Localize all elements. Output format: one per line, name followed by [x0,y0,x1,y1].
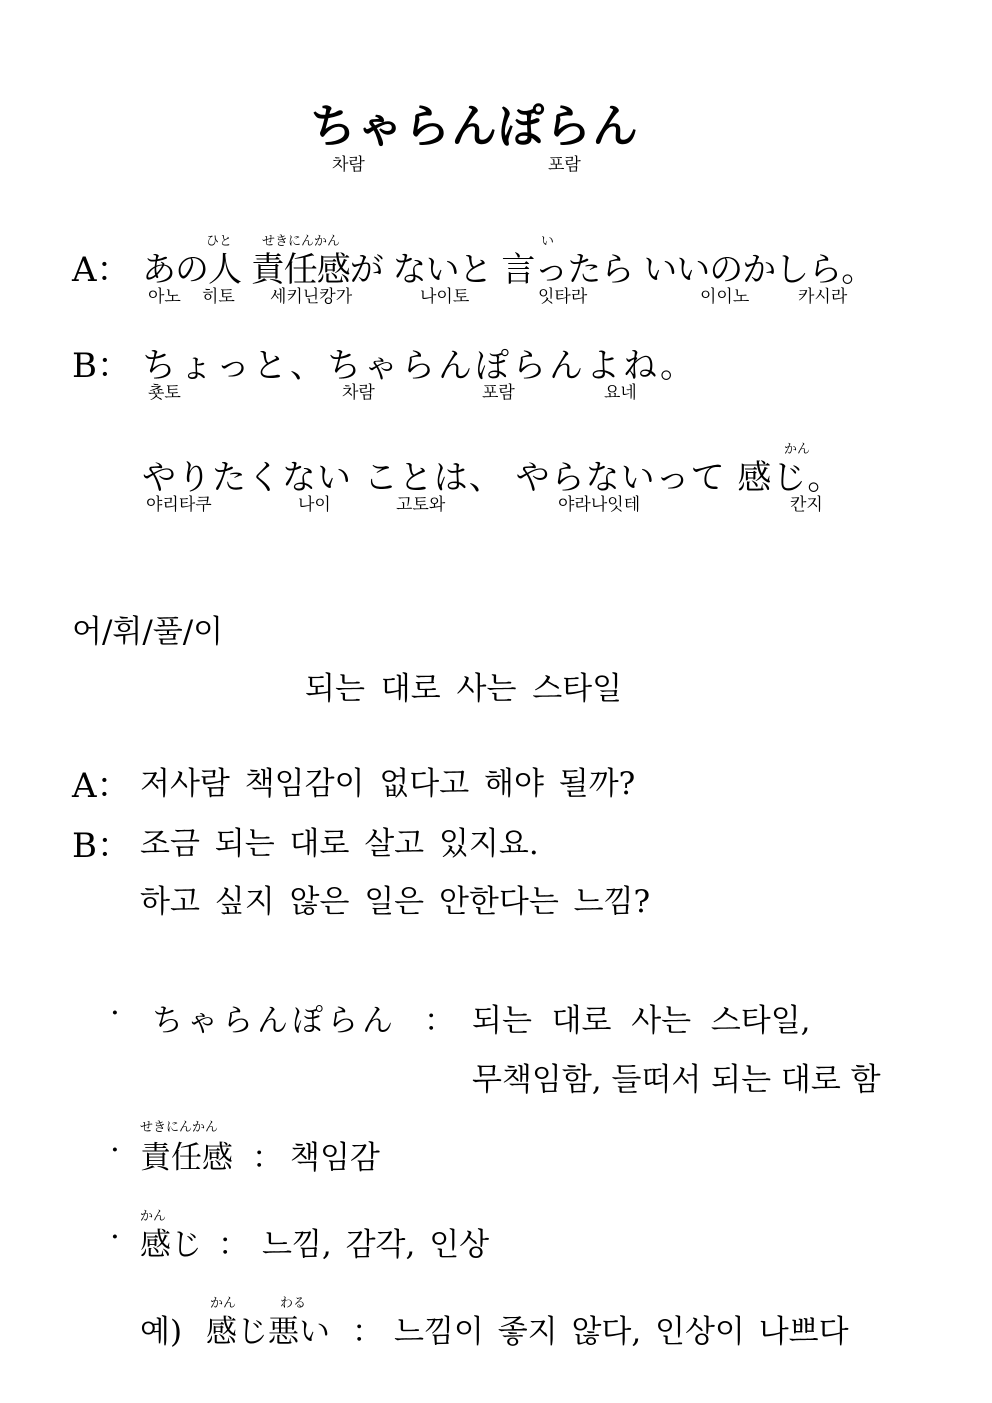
reading: 차람 [342,383,375,403]
ruby-waru: わる [280,1296,307,1311]
reading: 칸지 [790,495,823,515]
vocab-meaning: 되는 대로 사는 스타일 [305,671,623,707]
glossary-term-3: 感じ [140,1227,202,1263]
reading: 요네 [604,383,637,403]
ruby-sekininkan-2: せきにんかん [140,1120,219,1135]
ruby-hito: ひと [206,234,233,249]
reading: 고토와 [396,495,446,515]
reading: 잇타라 [538,287,588,307]
reading: 포람 [482,383,515,403]
dialogue-a-line: あの人 責任感が ないと 言ったら いいのかしら。 [142,250,875,290]
ruby-kan-3: かん [210,1296,237,1311]
dialogue-b-line2: やりたくない ことは、 やらないって 感じ。 [142,458,843,498]
glossary-term-1: ちゃらんぽらん [152,1003,397,1039]
speaker-b-label: B： [72,346,131,386]
title-reading-2: 포람 [548,155,581,175]
glossary-colon: ： [352,1314,383,1350]
bullet: · [110,1219,120,1255]
reading: 나이토 [420,287,470,307]
glossary-def-3: 느낌, 감각, 인상 [262,1227,490,1263]
glossary-colon: ： [424,1003,455,1039]
glossary-def-1b: 무책임함, 들떠서 되는 대로 함 [472,1062,881,1098]
reading: 카시라 [798,287,848,307]
bullet: · [110,995,120,1031]
example-term: 感じ悪い [206,1314,330,1350]
dialogue-b-line1: ちょっと、ちゃらんぽらんよね。 [142,346,697,386]
ruby-kan: かん [784,442,811,457]
ruby-kan-2: かん [140,1209,167,1224]
bullet: · [110,1132,120,1168]
reading: 히토 [202,287,235,307]
translation-b-label: B： [72,826,131,866]
translation-a-label: A： [72,766,131,806]
glossary-colon: ： [252,1140,283,1176]
reading: 야리타쿠 [146,495,212,515]
example-def: 느낌이 좋지 않다, 인상이 나쁘다 [394,1314,849,1350]
translation-b-text2: 하고 싶지 않은 일은 안한다는 느낌? [140,884,651,920]
speaker-a-label: A： [72,250,131,290]
glossary-def-2: 책임감 [290,1140,380,1176]
glossary-term-2: 責任感 [140,1140,233,1176]
glossary-def-1a: 되는 대로 사는 스타일, [472,1003,811,1039]
translation-a-text: 저사람 책임감이 없다고 해야 될까? [140,766,636,802]
reading: 춋토 [148,383,181,403]
ruby-sekininkan: せきにんかん [262,234,341,249]
title-reading-1: 차람 [332,155,365,175]
glossary-colon: ： [218,1227,249,1263]
ruby-i: い [541,234,555,249]
reading: 세키닌캉가 [270,287,353,307]
example-prefix: 예) [140,1314,183,1350]
reading: 이이노 [700,287,750,307]
reading: 아노 [148,287,181,307]
page-title: ちゃらんぽらん [310,99,639,153]
vocab-heading: 어/휘/풀/이 [72,614,224,650]
reading: 야라나잇테 [558,495,641,515]
reading: 나이 [298,495,331,515]
translation-b-text1: 조금 되는 대로 살고 있지요. [140,826,539,862]
